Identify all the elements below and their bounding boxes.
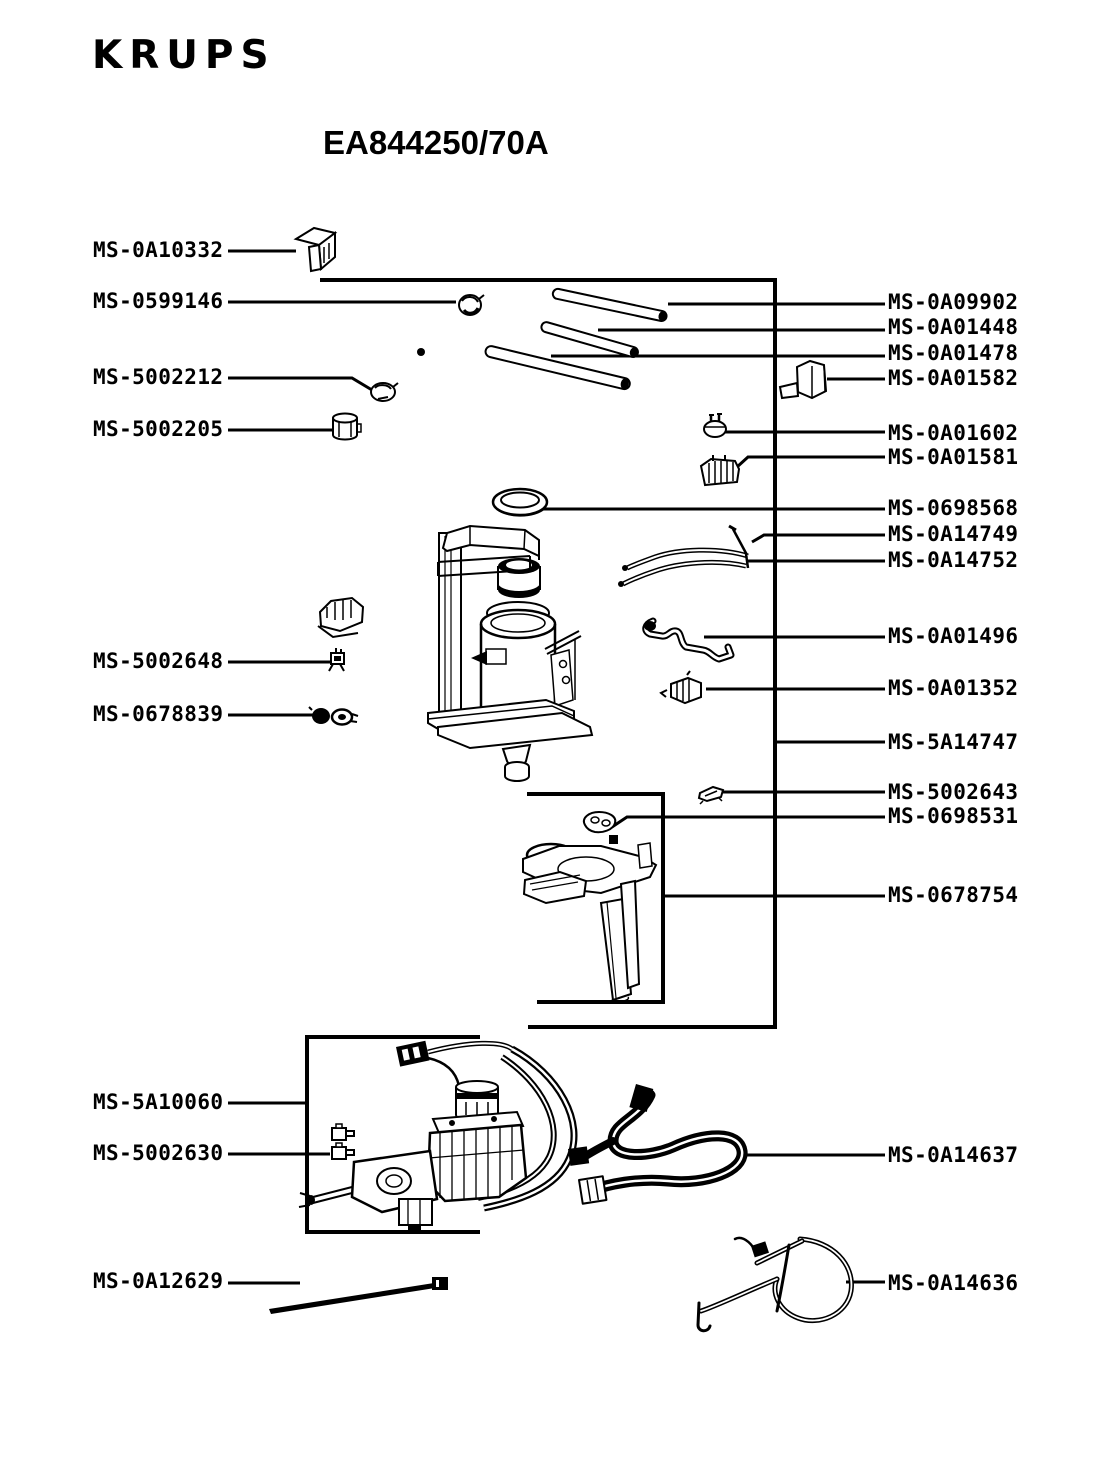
part-ms-0a14637 [568,1084,742,1204]
part-label-right-5: MS-0A01581 [888,445,1019,469]
part-label-right-2: MS-0A01478 [888,341,1019,365]
part-label-right-14: MS-0678754 [888,883,1019,907]
part-ms-0a01582 [780,361,826,398]
part-label-right-7: MS-0A14749 [888,522,1019,546]
part-ms-0678754 [523,843,656,1001]
part-label-left-4: MS-5002648 [93,649,224,673]
part-label-right-6: MS-0698568 [888,496,1019,520]
part-ms-5002648 [329,648,344,671]
part-main-assembly [428,526,592,781]
part-label-left-7: MS-5002630 [93,1141,224,1165]
part-valve-cluster [318,598,363,637]
part-ms-5002630 [332,1124,354,1159]
leader-lines [228,251,885,1283]
part-ms-0698531 [584,812,618,844]
part-ms-0599146 [459,295,484,315]
part-label-left-2: MS-5002212 [93,365,224,389]
part-label-right-4: MS-0A01602 [888,421,1019,445]
part-label-left-3: MS-5002205 [93,417,224,441]
part-ms-0678839 [309,707,358,725]
part-label-right-11: MS-5A14747 [888,730,1019,754]
part-label-right-16: MS-0A14636 [888,1271,1019,1295]
part-ms-0a01496 [644,621,731,659]
part-label-left-1: MS-0599146 [93,289,224,313]
model-number: EA844250/70A [323,124,549,161]
part-label-left-5: MS-0678839 [93,702,224,726]
part-ms-5002643 [699,787,723,804]
part-label-right-8: MS-0A14752 [888,548,1019,572]
part-label-left-8: MS-0A12629 [93,1269,224,1293]
part-ms-5002205 [333,414,361,440]
part-label-right-13: MS-0698531 [888,804,1019,828]
part-label-right-12: MS-5002643 [888,780,1019,804]
part-label-left-6: MS-5A10060 [93,1090,224,1114]
part-ms-0a14636 [698,1238,851,1331]
part-label-right-15: MS-0A14637 [888,1143,1019,1167]
part-label-right-1: MS-0A01448 [888,315,1019,339]
part-label-right-0: MS-0A09902 [888,290,1019,314]
part-label-right-3: MS-0A01582 [888,366,1019,390]
part-ms-0a01581 [701,455,739,485]
part-label-right-10: MS-0A01352 [888,676,1019,700]
part-ms-0a01602 [704,414,726,437]
part-ms-0698568 [493,489,547,516]
brand-logo: KRUPS [92,33,276,78]
part-ms-5002212 [371,383,398,401]
part-label-left-0: MS-0A10332 [93,238,224,262]
part-label-right-9: MS-0A01496 [888,624,1019,648]
part-ms-0a14752 [618,550,748,587]
part-ms-0a10332 [296,228,335,271]
part-ms-0a01352 [661,671,701,703]
